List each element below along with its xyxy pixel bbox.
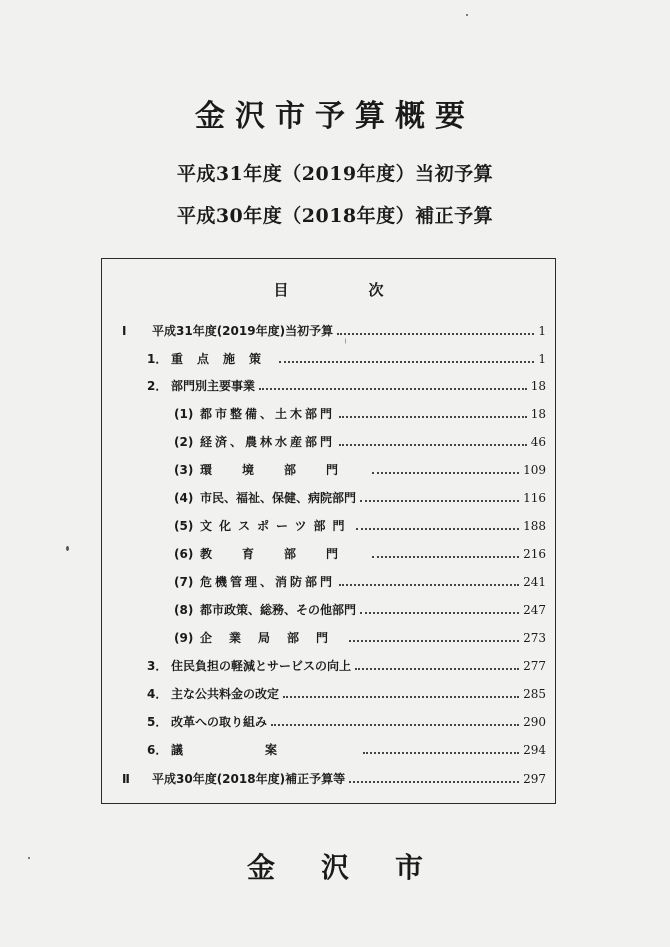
toc-entry-subsection-5[interactable] (174, 516, 546, 534)
toc-entry-label: 教育部門 (200, 547, 369, 561)
toc-entry-number: 5． (147, 715, 168, 729)
toc-entry-section-1[interactable] (122, 321, 546, 339)
toc-leader-dots (259, 388, 527, 390)
toc-entry-number: (2) (174, 435, 194, 449)
toc-leader-dots (337, 333, 534, 335)
toc-entry-number: (8) (174, 603, 194, 617)
scan-speck (66, 546, 69, 551)
toc-leader-dots (279, 361, 534, 363)
toc-entry-bills[interactable] (147, 740, 546, 758)
toc-entry-subsection-9[interactable] (174, 628, 546, 646)
toc-entry-page: 46 (530, 435, 546, 449)
toc-entry-label: 主な公共料金の改定 (171, 687, 280, 701)
toc-entry-number: (7) (174, 575, 194, 589)
toc-entry-number: 1． (147, 352, 168, 366)
toc-leader-dots (360, 612, 519, 614)
toc-entry-page: 18 (530, 407, 546, 421)
toc-entry-number: (3) (174, 463, 194, 477)
toc-entry-label: 重点施策 (171, 352, 276, 366)
toc-leader-dots (363, 752, 519, 754)
toc-entry-label: 都市政策、総務、その他部門 (200, 603, 357, 617)
toc-entry-label: 改革への取り組み (171, 715, 268, 729)
toc-entry-subsection-6[interactable] (174, 544, 546, 562)
toc-entry-number: (4) (174, 491, 194, 505)
toc-entry-page: 188 (523, 519, 546, 533)
toc-entry-label: 議案 (171, 743, 360, 757)
toc-leader-dots (271, 724, 519, 726)
toc-entry-label: 危機管理、消防部門 (200, 575, 336, 589)
toc-entry-label: 企業局部門 (200, 631, 346, 645)
document-title: 金沢市予算概要 (195, 99, 475, 134)
toc-leader-dots (355, 668, 519, 670)
toc-entry-label: 部門別主要事業 (171, 379, 256, 393)
subtitle-supplementary-budget: 平成30年度（2018年度）補正予算 (176, 205, 494, 227)
toc-entry-priority-measures[interactable] (147, 349, 546, 367)
toc-entry-page: 247 (523, 603, 546, 617)
toc-entry-page: 273 (523, 631, 546, 645)
toc-entry-resident-burden[interactable] (147, 656, 546, 674)
toc-entry-label: 都市整備、土木部門 (200, 407, 336, 421)
toc-entry-page: 1 (538, 352, 546, 366)
toc-entry-label: 市民、福祉、保健、病院部門 (200, 491, 357, 505)
toc-entry-number: 2． (147, 379, 168, 393)
toc-entry-subsection-3[interactable] (174, 460, 546, 478)
issuer-name: 金沢市 (246, 851, 469, 884)
scan-speck (345, 338, 346, 344)
toc-leader-dots (283, 696, 519, 698)
toc-entry-label: 文化スポーツ部門 (200, 519, 352, 533)
toc-leader-dots (339, 416, 527, 418)
toc-entry-page: 290 (523, 715, 546, 729)
toc-entry-label: 平成31年度(2019年度)当初予算 (152, 324, 334, 338)
subtitle-initial-budget: 平成31年度（2019年度）当初予算 (176, 163, 494, 185)
toc-entry-number: (6) (174, 547, 194, 561)
scan-speck (28, 857, 30, 859)
toc-entry-public-fees[interactable] (147, 684, 546, 702)
toc-entry-number: (9) (174, 631, 194, 645)
toc-heading: 目次 (273, 281, 464, 299)
toc-leader-dots (339, 584, 519, 586)
toc-entry-page: 285 (523, 687, 546, 701)
toc-entry-subsection-1[interactable] (174, 404, 546, 422)
table-of-contents (101, 258, 556, 804)
toc-entry-subsection-8[interactable] (174, 600, 546, 618)
toc-entry-page: 116 (523, 491, 546, 505)
toc-entry-label: 環境部門 (200, 463, 369, 477)
toc-entry-department-projects[interactable] (147, 376, 546, 394)
toc-leader-dots (356, 528, 520, 530)
toc-entry-section-2[interactable] (122, 769, 546, 787)
toc-leader-dots (339, 444, 527, 446)
toc-entry-number: (1) (174, 407, 194, 421)
toc-entry-page: 216 (523, 547, 546, 561)
toc-entry-reform-efforts[interactable] (147, 712, 546, 730)
toc-leader-dots (372, 472, 519, 474)
toc-entry-number: 6． (147, 743, 168, 757)
toc-entry-label: 住民負担の軽減とサービスの向上 (171, 659, 352, 673)
toc-entry-subsection-4[interactable] (174, 488, 546, 506)
toc-entry-number: 4． (147, 687, 168, 701)
toc-leader-dots (349, 781, 519, 783)
toc-entry-page: 18 (530, 379, 546, 393)
toc-entry-number: (5) (174, 519, 194, 533)
toc-entry-number: 3． (147, 659, 168, 673)
toc-entry-label: 平成30年度(2018年度)補正予算等 (152, 772, 346, 786)
toc-entry-page: 109 (523, 463, 546, 477)
toc-leader-dots (349, 640, 519, 642)
toc-leader-dots (372, 556, 519, 558)
toc-entry-page: 294 (523, 743, 546, 757)
toc-entry-page: 241 (523, 575, 546, 589)
toc-entry-label: 経済、農林水産部門 (200, 435, 336, 449)
toc-entry-number: Ⅰ (122, 324, 127, 338)
toc-entry-subsection-7[interactable] (174, 572, 546, 590)
toc-leader-dots (360, 500, 519, 502)
toc-entry-subsection-2[interactable] (174, 432, 546, 450)
scan-speck (466, 14, 468, 16)
toc-entry-number: Ⅱ (122, 772, 130, 786)
toc-entry-page: 277 (523, 659, 546, 673)
toc-entry-page: 1 (538, 324, 546, 338)
toc-entry-page: 297 (523, 772, 546, 786)
